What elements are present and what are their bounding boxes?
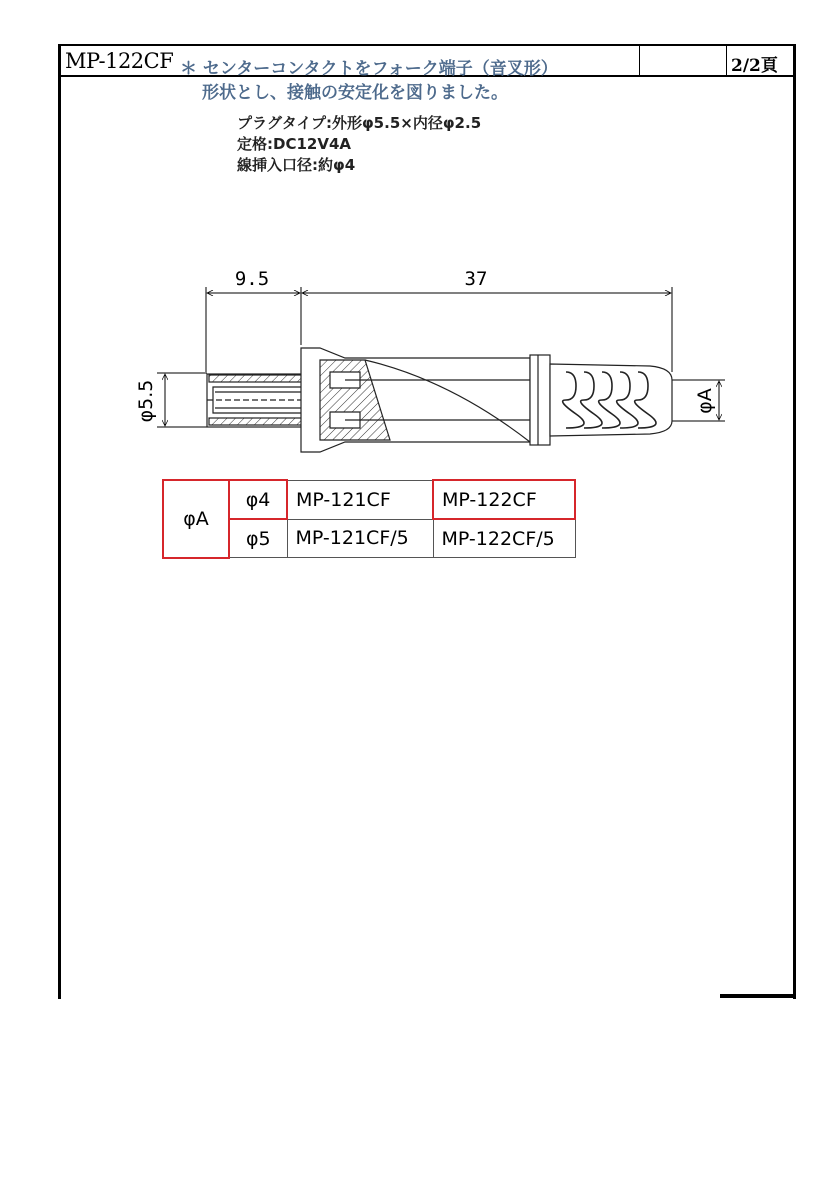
model-cell: MP-122CF/5 xyxy=(433,519,575,558)
spec-plug-type: プラグタイプ:外形φ5.5×内径φ2.5 xyxy=(237,114,482,132)
plug-body xyxy=(207,348,672,452)
model-cell: MP-121CF xyxy=(287,480,433,519)
dim-tip-length-label: 9.5 xyxy=(234,268,270,290)
dim-cable-diameter-label: φA xyxy=(694,388,716,414)
size-cell: φ5 xyxy=(229,519,287,558)
variant-table xyxy=(162,479,576,559)
spec-cable-inlet: 線挿入口径:約φ4 xyxy=(237,156,356,174)
document-title: MP-122CF xyxy=(65,49,174,73)
page-number: 2/2頁 xyxy=(731,56,778,76)
phi-a-header-cell: φA xyxy=(163,480,229,558)
table-row xyxy=(163,480,575,519)
model-cell: MP-121CF/5 xyxy=(287,519,433,558)
size-cell: φ4 xyxy=(229,480,287,519)
feature-note-line-1: ＊ センターコンタクトをフォーク端子（音叉形） xyxy=(180,59,558,79)
model-cell-highlighted: MP-122CF xyxy=(433,480,575,519)
dim-body-length-label: 37 xyxy=(464,268,488,290)
spec-rating: 定格:DC12V4A xyxy=(237,135,351,153)
dim-outer-diameter-label: φ5.5 xyxy=(135,379,157,423)
feature-note-line-2: 形状とし、接触の安定化を図りました。 xyxy=(202,83,508,103)
